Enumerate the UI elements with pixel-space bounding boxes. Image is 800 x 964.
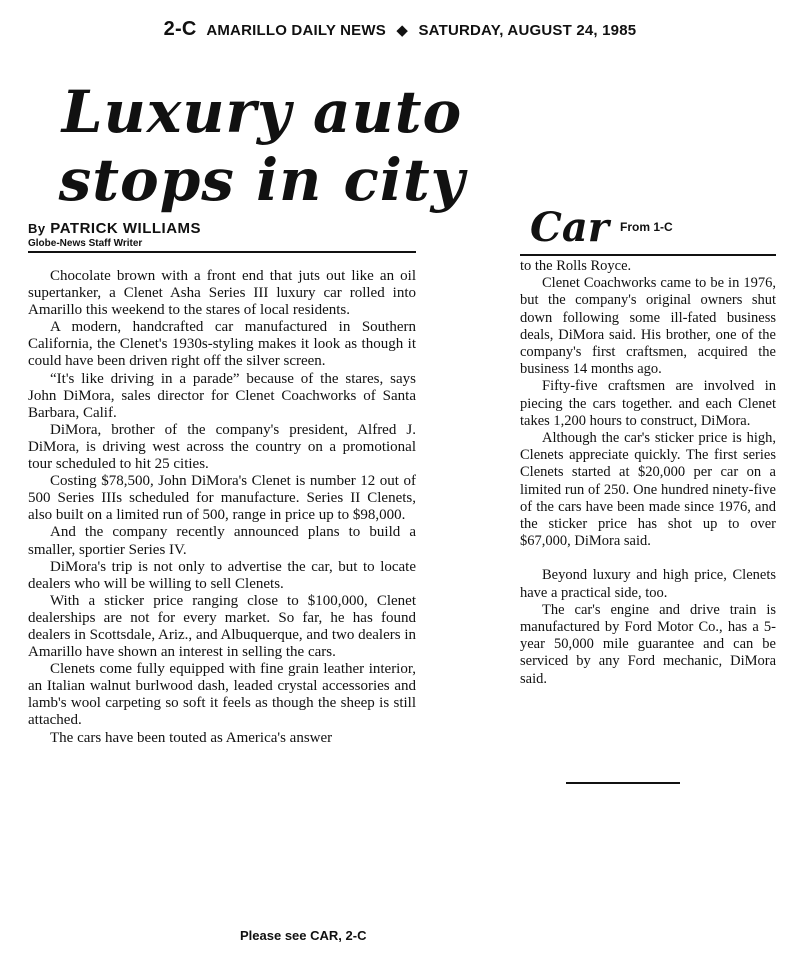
page-number: 2-C (163, 18, 197, 40)
publication-date: SATURDAY, AUGUST 24, 1985 (418, 22, 637, 39)
article-paragraph: Costing $78,500, John DiMora's Clenet is number 12 out of 500 Series IIIs scheduled for manufacture. Series II Clenets, also built on a limited run of 500, range in price up to $98,000. (28, 473, 416, 524)
continuation-from-line: From 1-C (620, 220, 673, 234)
article-paragraph: A modern, handcrafted car manufactured in Southern California, the Clenet's 1930s-styling makes it look as though it could have been driven right off the silver screen. (28, 319, 416, 370)
continuation-paragraph: Fifty-five craftsmen are involved in piecing the cars together. and each Clenet takes 1,200 hours to construct, DiMora. (520, 378, 776, 429)
article-headline: Luxury auto stops in city (58, 78, 466, 214)
author-role: Globe-News Staff Writer (28, 238, 143, 249)
diamond-separator-icon: ◆ (396, 22, 409, 39)
article-paragraph: With a sticker price ranging close to $100,000, Clenet dealerships are not for every market. So far, he has found dealers in Scottsdale, Ariz., and Albuquerque, and two dealers in Amarillo have shown an interest in selling the cars. (28, 592, 416, 661)
page-masthead (0, 18, 800, 41)
continuation-header (520, 200, 776, 256)
article-body (28, 268, 416, 747)
continuation-title: Car (530, 204, 609, 251)
continuation-paragraph: Although the car's sticker price is high, Clenets appreciate quickly. The first series Clenets started at $20,000 per car on a limited run of 250. One hundred ninety-five of the cars have been made since 1976, and the sticker price has shot up to over $67,000, DiMora said. (520, 430, 776, 550)
article-paragraph: Chocolate brown with a front end that juts out like an oil supertanker, a Clenet Asha Series III luxury car rolled into Amarillo this weekend to the stares of local residents. (28, 268, 416, 319)
byline-prefix: By (28, 221, 46, 236)
article-paragraph: Clenets come fully equipped with fine grain leather interior, an Italian walnut burlwood dash, leaded crystal accessories and lamb's wool carpeting so soft it feels as though the sheep is still attached. (28, 661, 416, 729)
author-name: PATRICK WILLIAMS (50, 220, 202, 237)
continuation-jump-line: Please see CAR, 2-C (240, 928, 367, 943)
continuation-paragraph: The car's engine and drive train is manufactured by Ford Motor Co., has a 5-year 50,000 mile guarantee and can be serviced by any Ford mechanic, DiMora said. (520, 601, 776, 687)
continuation-body (520, 258, 776, 688)
continuation-lead: to the Rolls Royce. (520, 258, 632, 274)
article-paragraph: “It's like driving in a parade” because of the stares, says John DiMora, sales director for Clenet Coachworks of Santa Barbara, Calif. (28, 370, 416, 421)
continuation-paragraph: Beyond luxury and high price, Clenets have a practical side, too. (520, 567, 776, 601)
newspaper-name: AMARILLO DAILY NEWS (206, 22, 386, 39)
byline (28, 220, 416, 253)
article-paragraph: And the company recently announced plans to build a smaller, sportier Series IV. (28, 524, 416, 558)
continuation-paragraph: Clenet Coachworks came to be in 1976, but the company's original owners shut down following some ill-fated business deals, DiMora said. His brother, one of the company's first craftsmen, acquired the business 14 months ago. (520, 275, 776, 378)
end-of-article-rule (566, 782, 680, 784)
article-paragraph: The cars have been touted as America's answer (50, 729, 333, 746)
article-paragraph: DiMora, brother of the company's president, Alfred J. DiMora, is driving west across the country on a promotional tour scheduled to hit 25 cities. (28, 421, 416, 473)
article-paragraph: DiMora's trip is not only to advertise the car, but to locate dealers who will be willing to sell Clenets. (28, 558, 416, 592)
